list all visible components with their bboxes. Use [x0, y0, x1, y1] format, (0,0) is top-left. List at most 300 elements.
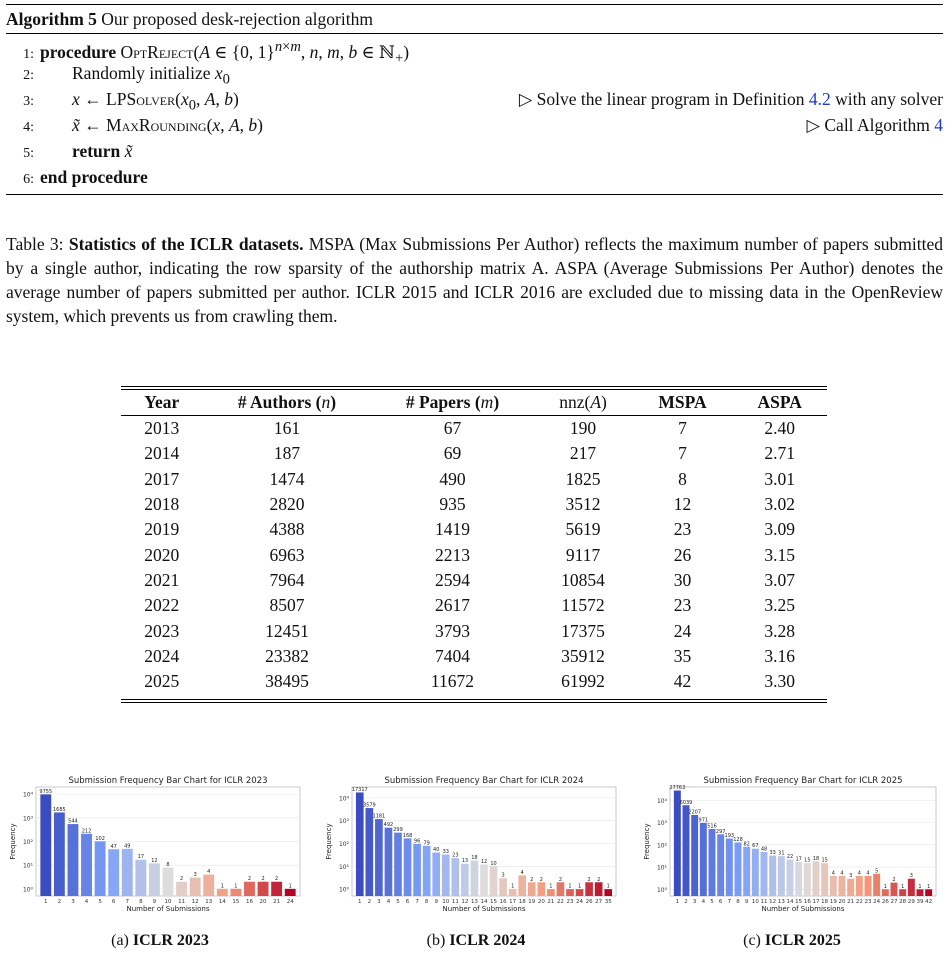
table-cell: 7404	[434, 645, 470, 666]
data-label: 12	[151, 857, 158, 864]
y-tick-label: 10³	[338, 818, 349, 826]
data-label: 4	[857, 870, 861, 877]
data-label: 18	[812, 855, 820, 862]
bar	[163, 867, 174, 896]
data-label: 49	[124, 843, 131, 850]
data-label: 544	[68, 818, 78, 825]
x-tick-label: 7	[415, 899, 419, 905]
data-label: 96	[413, 838, 421, 845]
table-cell: 3.02	[764, 494, 796, 515]
data-label: 3	[501, 872, 505, 879]
bar	[480, 865, 488, 896]
table-caption	[6, 232, 943, 328]
bar	[452, 858, 460, 896]
bar	[778, 856, 785, 896]
table-cell: 23	[673, 519, 692, 540]
x-tick-label: 12	[461, 899, 469, 905]
x-tick-label: 18	[518, 899, 526, 905]
algo-line-5: 5: return x̃	[6, 138, 943, 164]
chart-iclr-2025	[640, 773, 942, 933]
x-tick-label: 9	[152, 899, 157, 905]
table-cell: 190	[569, 418, 597, 439]
table-cell: 4388	[269, 519, 305, 540]
table-row	[121, 669, 827, 694]
bar	[461, 864, 469, 896]
table-cell: 2022	[144, 595, 180, 616]
data-label: 31	[778, 850, 785, 857]
data-label: 4	[866, 870, 870, 877]
data-label: 23	[452, 852, 459, 859]
algorithm-header	[6, 5, 943, 34]
x-tick-label: 2	[684, 899, 688, 905]
bar	[566, 889, 574, 896]
bar	[865, 876, 872, 896]
y-tick-label: 10⁴	[338, 795, 349, 803]
bar-chart-svg	[6, 773, 306, 928]
data-label: 17	[137, 854, 145, 861]
table-cell: 69	[443, 443, 462, 464]
x-tick-label: 5	[710, 899, 714, 905]
table-cell: 2014	[144, 443, 180, 464]
x-tick-label: 8	[736, 899, 740, 905]
data-label: 3	[909, 873, 913, 880]
x-tick-label: 6	[718, 899, 723, 905]
table-top-rule	[121, 386, 827, 387]
x-tick-label: 3	[692, 899, 697, 905]
bar	[717, 834, 724, 896]
table-cell: 3.15	[764, 544, 796, 565]
x-tick-label: 24	[286, 899, 294, 905]
table-cell: 3793	[434, 620, 470, 641]
x-tick-label: 8	[139, 899, 143, 905]
table-cell: 3.09	[764, 519, 796, 540]
bar	[882, 889, 889, 896]
bar	[432, 853, 440, 896]
table-cell: 490	[439, 468, 466, 489]
bar	[528, 882, 536, 896]
data-label: 168	[402, 832, 413, 839]
bar	[499, 878, 507, 896]
x-tick-label: 13	[470, 899, 478, 905]
bar	[490, 866, 498, 896]
x-tick-label: 11	[178, 899, 186, 905]
chart-iclr-2023	[6, 773, 306, 933]
data-label: 22	[786, 853, 794, 860]
x-tick-label: 6	[111, 899, 116, 905]
table-row	[121, 568, 827, 593]
table-cell: 8	[678, 468, 687, 489]
x-tick-label: 6	[405, 899, 410, 905]
table-cell: 3.25	[764, 595, 796, 616]
table-cell: 7964	[269, 569, 305, 590]
bar	[68, 824, 79, 896]
table-cell: 26	[673, 544, 692, 565]
bar	[258, 882, 269, 896]
bar	[217, 889, 228, 896]
bar	[547, 889, 555, 896]
caption-label: Table 3:	[6, 234, 64, 254]
x-tick-label: 29	[907, 899, 915, 905]
table-cell: 1474	[269, 468, 305, 489]
x-tick-label: 19	[528, 899, 536, 905]
table-cell: 2.71	[764, 443, 796, 464]
x-tick-label: 12	[769, 899, 777, 905]
data-label: 1	[927, 883, 931, 890]
algo-line-1: 1: procedure OptReject(A ∈ {0, 1}$^{n\times m}$, n, m, b ∈ ℕ$_+$)	[6, 34, 943, 60]
data-label: 2	[247, 876, 252, 883]
bar	[244, 882, 255, 896]
data-label: 2	[597, 876, 601, 883]
bar	[176, 882, 187, 896]
x-tick-label: 21	[847, 899, 855, 905]
bar	[135, 860, 146, 896]
bar	[735, 842, 742, 896]
algorithm-label: Algorithm 5	[6, 9, 97, 29]
x-tick-label: 39	[916, 899, 924, 905]
data-label: 67	[752, 843, 759, 850]
table-cell: 5619	[565, 519, 601, 540]
table-cell: 2213	[434, 544, 470, 565]
x-axis-label: Number of Submissions	[761, 905, 845, 913]
bar	[683, 805, 690, 896]
table-cell: 2594	[434, 569, 470, 590]
x-tick-label: 4	[701, 899, 706, 905]
x-tick-label: 8	[424, 899, 429, 905]
table-cell: 7	[678, 418, 687, 439]
data-label: 15	[804, 857, 811, 864]
bar	[595, 882, 603, 896]
subcaption-b: (b) ICLR 2024	[426, 932, 526, 949]
data-label: 17	[795, 856, 802, 863]
x-tick-label: 20	[537, 899, 545, 905]
x-tick-label: 5	[396, 899, 400, 905]
x-tick-label: 20	[838, 899, 846, 905]
y-tick-label: 10⁰	[22, 886, 33, 894]
x-tick-label: 13	[205, 899, 213, 905]
data-label: 1	[220, 883, 224, 890]
table-cell: 61992	[561, 671, 605, 692]
table-cell: 161	[273, 418, 301, 439]
bar	[925, 889, 932, 896]
data-label: 193	[724, 832, 735, 839]
bar	[576, 889, 584, 896]
table-cell: 35	[673, 645, 692, 666]
algo-comment: ▷ Call Algorithm 4	[806, 115, 943, 135]
x-tick-label: 7	[125, 899, 130, 905]
data-label: 128	[733, 836, 743, 843]
bar	[856, 876, 863, 896]
table-row	[121, 441, 827, 466]
data-label: 3	[193, 872, 197, 879]
x-tick-label: 27	[595, 899, 603, 905]
table-cell: 935	[439, 494, 466, 515]
x-tick-label: 15	[490, 899, 498, 905]
x-tick-label: 2	[57, 899, 62, 905]
bar	[404, 838, 412, 896]
bar	[604, 889, 612, 896]
y-axis-label: Frequency	[9, 823, 17, 860]
bar-chart-svg	[322, 773, 622, 928]
x-tick-label: 14	[480, 899, 488, 905]
x-tick-label: 27	[890, 899, 898, 905]
y-tick-label: 10³	[22, 815, 33, 823]
table-bottom-rule	[121, 702, 827, 703]
data-label: 1	[234, 883, 238, 890]
data-label: 1	[606, 883, 610, 890]
data-label: 8	[166, 861, 170, 868]
data-label: 2	[261, 876, 265, 883]
x-tick-label: 24	[576, 899, 584, 905]
x-tick-label: 16	[803, 899, 811, 905]
bar	[538, 882, 546, 896]
line-number: 2:	[23, 68, 34, 83]
x-tick-label: 14	[218, 899, 226, 905]
bar	[108, 849, 119, 896]
data-label: 79	[423, 840, 430, 847]
x-axis-label: Number of Submissions	[442, 905, 526, 913]
table-cell: 2018	[144, 494, 180, 515]
bar	[743, 847, 750, 896]
subcaption-c: (c) ICLR 2025	[743, 932, 841, 949]
data-label: 40	[433, 847, 440, 854]
bar	[873, 874, 880, 896]
x-tick-label: 42	[925, 899, 933, 905]
y-tick-label: 10²	[338, 841, 349, 849]
data-label: 4	[840, 870, 844, 877]
chart-title: Submission Frequency Bar Chart for ICLR 2023	[68, 776, 268, 786]
data-label: 82	[743, 841, 750, 848]
table-row	[121, 517, 827, 542]
table-cell: 67	[443, 418, 462, 439]
bar	[423, 846, 431, 896]
data-label: 1685	[53, 806, 66, 813]
bar	[375, 819, 383, 896]
bar	[769, 856, 776, 896]
data-label: 102	[95, 835, 105, 842]
bar	[518, 875, 526, 896]
data-label: 1181	[372, 813, 386, 820]
bar	[700, 823, 707, 896]
chart-title: Submission Frequency Bar Chart for ICLR 2024	[384, 776, 584, 786]
header-nnz: nnz(A)	[534, 390, 633, 416]
data-label: 1	[918, 883, 922, 890]
header-papers: # Papers (m)	[371, 390, 533, 416]
y-tick-label: 10⁴	[22, 791, 33, 799]
header-authors: # Authors (n)	[203, 390, 372, 416]
data-label: 516	[707, 823, 717, 830]
algo-line-2: 2: Randomly initialize $x_0$	[6, 60, 943, 86]
data-label: 4	[520, 869, 524, 876]
algorithm-link[interactable]: 4	[934, 115, 943, 135]
bar-chart-svg	[640, 773, 942, 928]
data-label: 212	[81, 828, 92, 835]
table-cell: 30	[673, 569, 692, 590]
table-cell: 2024	[144, 645, 180, 666]
table-cell: 17375	[561, 620, 605, 641]
data-label: 1	[511, 883, 515, 890]
table-cell: 42	[673, 671, 692, 692]
table-row	[121, 618, 827, 643]
caption-body: MSPA (Max Submissions Per Author) reflects the maximum number of papers submitted by a single author, indicating the row sparsity of the authorship matrix A. ASPA (Average Submissions Per Author) denotes the average number of papers submitted per author. ICLR 2015 and ICLR 2016 are excluded due to missing data in the OpenReview system, which prevents us from crawling them.	[6, 234, 944, 326]
x-tick-label: 14	[786, 899, 794, 905]
table-cell: 2019	[144, 519, 180, 540]
data-label: 5	[875, 868, 879, 875]
algorithm-title: Our proposed desk-rejection algorithm	[101, 9, 373, 29]
x-tick-label: 10	[442, 899, 450, 905]
bar	[839, 876, 846, 896]
y-tick-label: 10⁰	[656, 886, 667, 894]
data-label: 47	[110, 843, 117, 850]
table-cell: 2017	[144, 468, 180, 489]
x-tick-label: 5	[98, 899, 102, 905]
bar	[557, 882, 565, 896]
data-label: 18	[471, 854, 478, 861]
y-tick-label: 10¹	[656, 864, 667, 872]
table-cell: 1419	[434, 519, 470, 540]
x-tick-label: 2	[367, 899, 372, 905]
line-number: 6:	[23, 172, 34, 187]
x-tick-label: 28	[899, 899, 907, 905]
header-aspa: ASPA	[732, 390, 827, 416]
table-cell: 2617	[434, 595, 470, 616]
table-cell: 187	[273, 443, 301, 464]
data-label: 17317	[351, 786, 368, 793]
table-row	[121, 593, 827, 618]
data-label: 4	[207, 869, 211, 876]
data-label: 1	[883, 883, 887, 890]
bar	[190, 878, 201, 896]
bar	[54, 812, 65, 896]
definition-link[interactable]: 4.2	[808, 89, 831, 109]
bar	[691, 815, 698, 896]
table-cell: 9117	[565, 544, 601, 565]
data-label: 2	[558, 876, 563, 883]
bar	[787, 859, 794, 896]
x-tick-label: 22	[855, 899, 863, 905]
x-tick-label: 26	[881, 899, 889, 905]
x-tick-label: 9	[744, 899, 749, 905]
bar	[122, 849, 133, 896]
x-tick-label: 17	[812, 899, 820, 905]
bar	[149, 863, 160, 896]
table-cell: 2820	[269, 494, 305, 515]
bar	[413, 844, 421, 896]
line-number: 4:	[23, 120, 34, 135]
bar	[891, 883, 898, 896]
data-label: 297	[715, 828, 726, 835]
bar	[95, 841, 106, 896]
table-cell: 11572	[561, 595, 605, 616]
table-cell: 2013	[144, 418, 180, 439]
data-label: 6039	[679, 799, 693, 806]
x-tick-label: 12	[191, 899, 199, 905]
table-cell: 3.30	[764, 671, 796, 692]
algo-line-4: 4: x̃ ← MaxRounding(x, A, b) ▷ Call Algorithm 4	[6, 112, 943, 138]
table-top-rule	[121, 389, 827, 390]
bar	[917, 889, 924, 896]
table-cell: 23	[673, 595, 692, 616]
table-cell: 3.07	[764, 569, 796, 590]
y-axis-label: Frequency	[325, 823, 333, 860]
data-label: 492	[383, 822, 394, 829]
x-tick-label: 21	[547, 899, 555, 905]
x-tick-label: 7	[727, 899, 732, 905]
table-cell: 3512	[565, 494, 601, 515]
y-axis-label: Frequency	[643, 823, 651, 860]
data-label: 2207	[688, 809, 702, 816]
table-cell: 35912	[561, 645, 605, 666]
table-cell: 6963	[269, 544, 305, 565]
table-cell: 12	[673, 494, 692, 515]
x-tick-label: 9	[434, 899, 438, 905]
x-tick-label: 10	[751, 899, 759, 905]
data-label: 4	[831, 870, 835, 877]
data-label: 2	[587, 876, 591, 883]
x-tick-label: 1	[358, 899, 362, 905]
bar	[203, 875, 214, 896]
caption-bold: Statistics of the ICLR datasets.	[68, 234, 304, 254]
x-tick-label: 17	[509, 899, 517, 905]
data-label: 13	[461, 858, 469, 865]
x-tick-label: 10	[164, 899, 172, 905]
data-label: 1	[549, 883, 553, 890]
x-tick-label: 22	[556, 899, 564, 905]
bar	[230, 889, 241, 896]
data-label: 2	[530, 876, 534, 883]
bar	[674, 791, 681, 896]
table-cell: 12451	[265, 620, 309, 641]
y-tick-label: 10⁴	[656, 797, 667, 805]
table-cell: 38495	[265, 671, 309, 692]
bar	[81, 834, 92, 896]
y-tick-label: 10²	[656, 842, 667, 850]
x-tick-label: 18	[821, 899, 829, 905]
x-tick-label: 11	[760, 899, 768, 905]
table-row	[121, 416, 827, 442]
line-number: 5:	[23, 146, 34, 161]
data-label: 971	[698, 817, 709, 824]
x-tick-label: 26	[585, 899, 593, 905]
bar	[821, 863, 828, 896]
data-label: 9755	[39, 788, 53, 795]
bar	[585, 882, 593, 896]
bar	[285, 889, 296, 896]
table-cell: 3.16	[764, 645, 796, 666]
x-axis-label: Number of Submissions	[126, 905, 210, 913]
bar	[709, 829, 716, 896]
x-tick-label: 13	[777, 899, 785, 905]
table-cell: 24	[673, 620, 692, 641]
x-tick-label: 19	[829, 899, 837, 905]
table-row	[121, 467, 827, 492]
y-tick-label: 10²	[22, 839, 33, 846]
bar	[804, 863, 811, 896]
data-label: 299	[393, 827, 403, 834]
bar	[442, 854, 450, 896]
data-label: 1	[568, 883, 572, 890]
algo-comment: ▷ Solve the linear program in Definition 4.2 with any solver	[518, 89, 943, 109]
data-label: 1	[901, 883, 905, 890]
bar	[394, 833, 402, 896]
algo-line-6: 6: end procedure	[6, 164, 943, 190]
table-cell: 217	[569, 443, 597, 464]
bar	[761, 852, 768, 896]
x-tick-label: 3	[71, 899, 75, 905]
table-cell: 1825	[565, 468, 601, 489]
bar	[471, 860, 479, 896]
header-mspa: MSPA	[633, 390, 733, 416]
line-number: 1:	[23, 46, 34, 62]
